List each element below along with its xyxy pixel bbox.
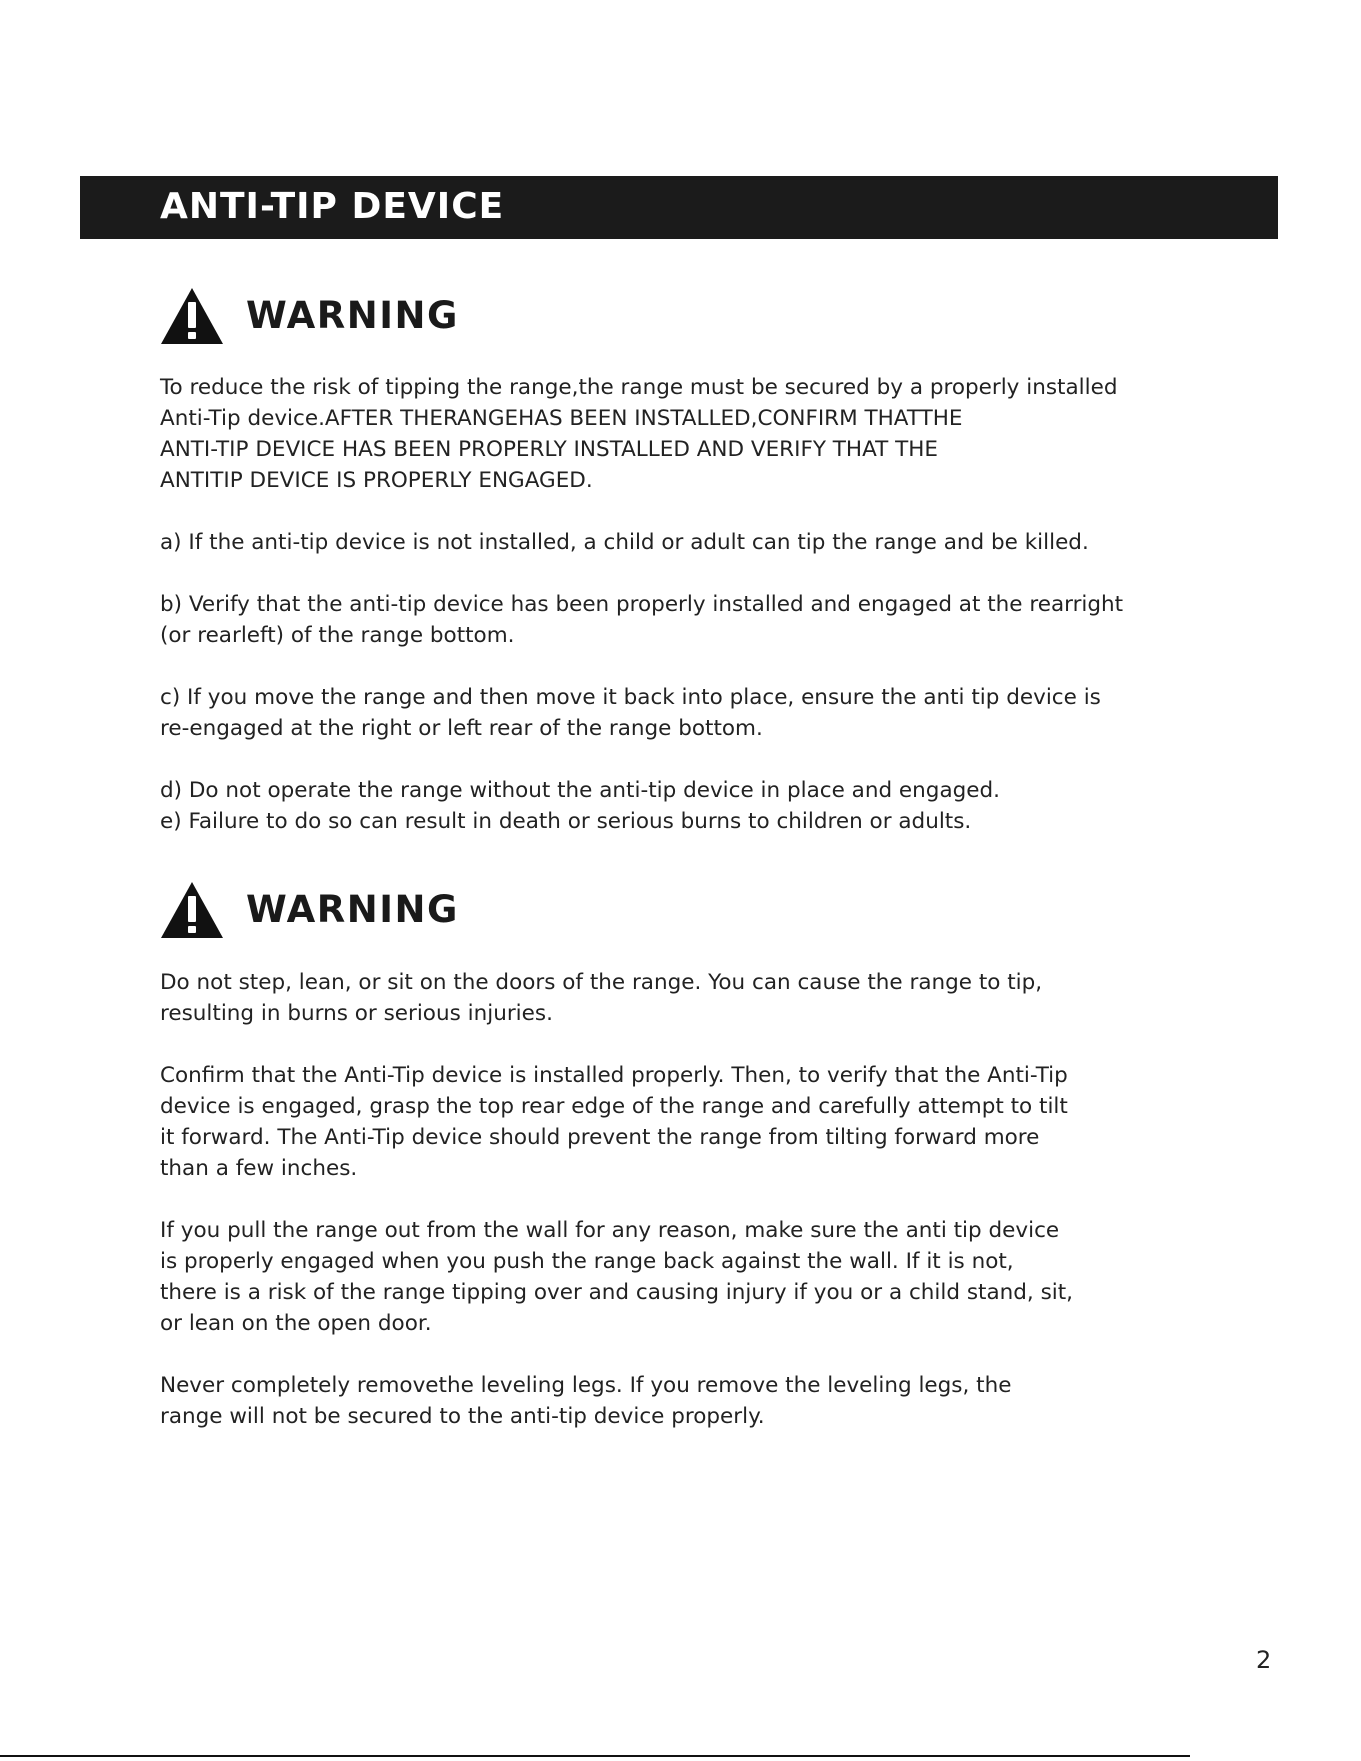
doors-warning-text: Do not step, lean, or sit on the doors of the range. You can cause the range to tip, resulting in burns or serious injuries. — [160, 970, 1043, 1026]
warning-heading-2 — [160, 878, 459, 942]
section-header-bar — [80, 176, 1278, 239]
section-title: ANTI-TIP DEVICE — [160, 186, 505, 227]
warning-items-d-e: d) Do not operate the range without the anti-tip device in place and engaged. e) Failure to do so can result in death or serious burns to children or adults. — [160, 778, 1000, 834]
warning-item-a: a) If the anti-tip device is not installed, a child or adult can tip the range and be killed. — [160, 530, 1089, 555]
pull-range-text: If you pull the range out from the wall for any reason, make sure the anti tip device is properly engaged when you push the range back against the wall. If it is not, there is a risk of the range tipping over and causing injury if you or a child stand, sit, or lean on the open door. — [160, 1218, 1074, 1336]
warning-triangle-icon — [160, 286, 224, 346]
warning-label: WARNING — [246, 294, 459, 337]
bottom-rule — [0, 1755, 1190, 1757]
verify-engagement-text: Confirm that the Anti-Tip device is installed properly. Then, to verify that the Anti-Tip device is engaged, grasp the top rear edge of the range and carefully attempt to tilt it forward. The Anti-Tip device should prevent the range from tilting forward more than a few inches. — [160, 1063, 1068, 1181]
warning-item-b: b) Verify that the anti-tip device has been properly installed and engaged at the rearright (or rearleft) of the range bottom. — [160, 592, 1124, 648]
warning-intro-text: To reduce the risk of tipping the range,the range must be secured by a properly installed Anti-Tip device.AFTER THERANGEHAS BEEN INSTALLED,CONFIRM THATTHE ANTI-TIP DEVICE HAS BEEN PROPERLY INSTALLED AND VERIFY THAT THE ANTITIP DEVICE IS PROPERLY ENGAGED. — [160, 375, 1118, 493]
page-number: 2 — [1256, 1646, 1272, 1674]
warning-item-c: c) If you move the range and then move it back into place, ensure the anti tip device is re-engaged at the right or left rear of the range bottom. — [160, 685, 1101, 741]
warning-triangle-icon — [160, 880, 224, 940]
leveling-legs-text: Never completely removethe leveling legs. If you remove the leveling legs, the range will not be secured to the anti-tip device properly. — [160, 1373, 1012, 1429]
warning-label: WARNING — [246, 888, 459, 931]
warning-heading-1 — [160, 284, 459, 348]
